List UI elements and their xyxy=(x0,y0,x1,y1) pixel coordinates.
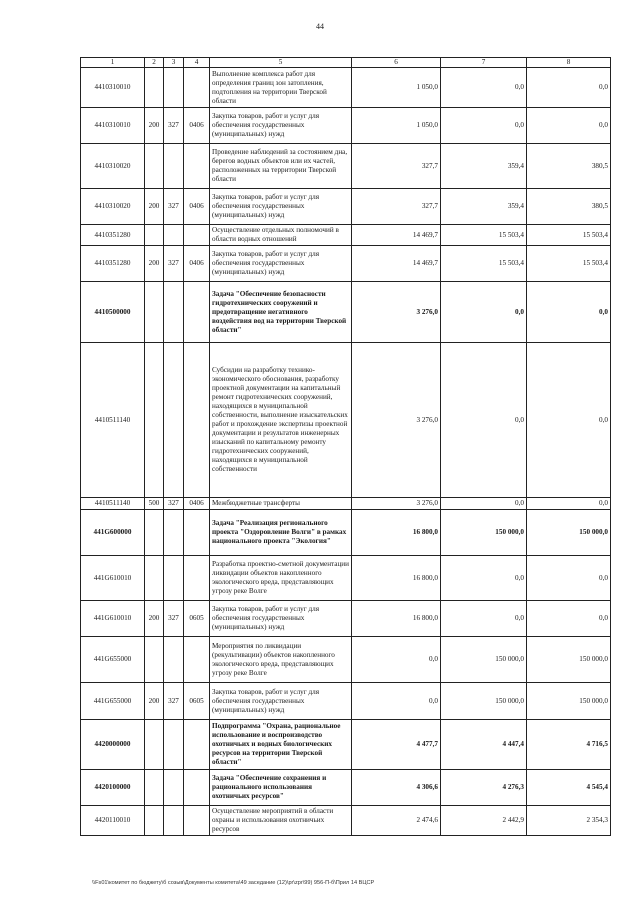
amount-col8: 0,0 xyxy=(527,601,611,637)
amount-col7: 150 000,0 xyxy=(441,510,527,556)
column-header: 1 xyxy=(81,58,145,68)
section-code xyxy=(184,806,210,836)
budget-code: 4410310020 xyxy=(81,189,145,225)
section-code: 0605 xyxy=(184,601,210,637)
department-code: 327 xyxy=(164,246,184,282)
amount-col8: 380,5 xyxy=(527,189,611,225)
amount-col6: 14 469,7 xyxy=(352,225,441,246)
budget-code: 4410511140 xyxy=(81,343,145,498)
table-row xyxy=(81,510,611,556)
section-code: 0406 xyxy=(184,246,210,282)
amount-col8: 2 354,3 xyxy=(527,806,611,836)
column-header: 3 xyxy=(164,58,184,68)
table-row xyxy=(81,68,611,108)
table-row xyxy=(81,144,611,189)
item-name: Межбюджетные трансферты xyxy=(210,498,352,510)
item-name: Выполнение комплекса работ для определения границ зон затопления, подтопления на территории Тверской области xyxy=(210,68,352,108)
expense-type-code xyxy=(145,68,164,108)
item-name: Задача "Реализация регионального проекта "Оздоровление Волги" в рамках национального проекта "Экология" xyxy=(210,510,352,556)
department-code: 327 xyxy=(164,189,184,225)
amount-col7: 150 000,0 xyxy=(441,683,527,720)
amount-col8: 0,0 xyxy=(527,68,611,108)
budget-code: 4420110010 xyxy=(81,806,145,836)
amount-col7: 4 276,3 xyxy=(441,770,527,806)
amount-col8: 0,0 xyxy=(527,498,611,510)
item-name: Закупка товаров, работ и услуг для обеспечения государственных (муниципальных) нужд xyxy=(210,246,352,282)
budget-code: 4410511140 xyxy=(81,498,145,510)
budget-code: 441G610010 xyxy=(81,556,145,601)
item-name: Мероприятия по ликвидации (рекультивации) объектов накопленного экологического вреда, представляющих угрозу реке Волге xyxy=(210,637,352,683)
department-code: 327 xyxy=(164,498,184,510)
item-name: Задача "Обеспечение сохранения и рационального использования охотничьих ресурсов" xyxy=(210,770,352,806)
table-row xyxy=(81,108,611,144)
amount-col8: 4 716,5 xyxy=(527,720,611,770)
amount-col6: 3 276,0 xyxy=(352,498,441,510)
item-name: Задача "Обеспечение безопасности гидротехнических сооружений и предотвращение негативного воздействия вод на территории Тверской области" xyxy=(210,282,352,343)
amount-col6: 327,7 xyxy=(352,144,441,189)
section-code xyxy=(184,510,210,556)
table-row xyxy=(81,246,611,282)
amount-col7: 150 000,0 xyxy=(441,637,527,683)
table-row xyxy=(81,498,611,510)
table-row xyxy=(81,189,611,225)
budget-code: 4410310010 xyxy=(81,68,145,108)
section-code xyxy=(184,282,210,343)
expense-type-code: 500 xyxy=(145,498,164,510)
column-header: 8 xyxy=(527,58,611,68)
amount-col8: 0,0 xyxy=(527,282,611,343)
department-code xyxy=(164,510,184,556)
amount-col6: 4 477,7 xyxy=(352,720,441,770)
item-name: Закупка товаров, работ и услуг для обеспечения государственных (муниципальных) нужд xyxy=(210,108,352,144)
item-name: Подпрограмма "Охрана, рациональное использование и воспроизводство охотничьих и водных биологических ресурсов на территории Тверской области" xyxy=(210,720,352,770)
budget-code: 4410351280 xyxy=(81,225,145,246)
amount-col6: 16 800,0 xyxy=(352,556,441,601)
table-row xyxy=(81,343,611,498)
amount-col7: 0,0 xyxy=(441,68,527,108)
amount-col7: 359,4 xyxy=(441,144,527,189)
amount-col6: 2 474,6 xyxy=(352,806,441,836)
amount-col7: 4 447,4 xyxy=(441,720,527,770)
amount-col6: 1 050,0 xyxy=(352,108,441,144)
table-row xyxy=(81,720,611,770)
expense-type-code xyxy=(145,225,164,246)
item-name: Проведение наблюдений за состоянием дна, берегов водных объектов или их частей, расположенных на территории Тверской области xyxy=(210,144,352,189)
department-code xyxy=(164,637,184,683)
amount-col8: 150 000,0 xyxy=(527,510,611,556)
section-code: 0605 xyxy=(184,683,210,720)
amount-col8: 150 000,0 xyxy=(527,637,611,683)
amount-col7: 0,0 xyxy=(441,498,527,510)
column-header: 5 xyxy=(210,58,352,68)
amount-col8: 0,0 xyxy=(527,556,611,601)
department-code xyxy=(164,806,184,836)
item-name: Закупка товаров, работ и услуг для обеспечения государственных (муниципальных) нужд xyxy=(210,683,352,720)
budget-code: 441G600000 xyxy=(81,510,145,556)
expense-type-code: 200 xyxy=(145,189,164,225)
section-code xyxy=(184,770,210,806)
amount-col7: 0,0 xyxy=(441,282,527,343)
item-name: Закупка товаров, работ и услуг для обеспечения государственных (муниципальных) нужд xyxy=(210,189,352,225)
column-header: 2 xyxy=(145,58,164,68)
expense-type-code xyxy=(145,637,164,683)
expense-type-code xyxy=(145,806,164,836)
expense-type-code xyxy=(145,282,164,343)
amount-col7: 0,0 xyxy=(441,343,527,498)
section-code: 0406 xyxy=(184,189,210,225)
budget-code: 4420100000 xyxy=(81,770,145,806)
expense-type-code: 200 xyxy=(145,246,164,282)
table-row xyxy=(81,806,611,836)
department-code xyxy=(164,343,184,498)
department-code xyxy=(164,720,184,770)
amount-col8: 15 503,4 xyxy=(527,246,611,282)
amount-col6: 327,7 xyxy=(352,189,441,225)
amount-col6: 3 276,0 xyxy=(352,343,441,498)
budget-code: 441G610010 xyxy=(81,601,145,637)
department-code: 327 xyxy=(164,601,184,637)
department-code xyxy=(164,770,184,806)
department-code xyxy=(164,282,184,343)
table-row xyxy=(81,637,611,683)
page-number: 44 xyxy=(316,22,324,31)
section-code: 0406 xyxy=(184,498,210,510)
table-row xyxy=(81,770,611,806)
amount-col8: 150 000,0 xyxy=(527,683,611,720)
section-code xyxy=(184,144,210,189)
section-code xyxy=(184,343,210,498)
table-row xyxy=(81,601,611,637)
expense-type-code: 200 xyxy=(145,683,164,720)
table-row xyxy=(81,282,611,343)
table-body xyxy=(81,68,611,836)
amount-col7: 0,0 xyxy=(441,556,527,601)
department-code xyxy=(164,68,184,108)
budget-code: 4410310010 xyxy=(81,108,145,144)
section-code xyxy=(184,225,210,246)
table-row xyxy=(81,225,611,246)
expense-type-code: 200 xyxy=(145,108,164,144)
amount-col7: 0,0 xyxy=(441,601,527,637)
department-code xyxy=(164,556,184,601)
column-header: 6 xyxy=(352,58,441,68)
item-name: Разработка проектно-сметной документации ликвидации объектов накопленного экологического вреда, представляющих угрозу реке Волге xyxy=(210,556,352,601)
expense-type-code xyxy=(145,343,164,498)
item-name: Осуществление мероприятий в области охраны и использования охотничьих ресурсов xyxy=(210,806,352,836)
expense-type-code: 200 xyxy=(145,601,164,637)
file-path-footer: \\Fs01\комитет по бюджету\б созыв\Документы комитета\49 заседание (12)\pr\zpr\99) 956-П-б\Прил 14 ВЦСР xyxy=(92,880,375,886)
amount-col6: 16 800,0 xyxy=(352,601,441,637)
column-header: 7 xyxy=(441,58,527,68)
budget-code: 441G655000 xyxy=(81,683,145,720)
budget-code: 4410310020 xyxy=(81,144,145,189)
amount-col7: 359,4 xyxy=(441,189,527,225)
amount-col7: 0,0 xyxy=(441,108,527,144)
budget-code: 441G655000 xyxy=(81,637,145,683)
amount-col7: 15 503,4 xyxy=(441,225,527,246)
section-code xyxy=(184,637,210,683)
expense-type-code xyxy=(145,556,164,601)
expense-type-code xyxy=(145,720,164,770)
amount-col7: 2 442,9 xyxy=(441,806,527,836)
amount-col6: 3 276,0 xyxy=(352,282,441,343)
budget-table xyxy=(80,57,611,836)
department-code: 327 xyxy=(164,683,184,720)
budget-code: 4410500000 xyxy=(81,282,145,343)
amount-col8: 0,0 xyxy=(527,343,611,498)
department-code: 327 xyxy=(164,108,184,144)
amount-col7: 15 503,4 xyxy=(441,246,527,282)
item-name: Закупка товаров, работ и услуг для обеспечения государственных (муниципальных) нужд xyxy=(210,601,352,637)
amount-col6: 14 469,7 xyxy=(352,246,441,282)
budget-code: 4410351280 xyxy=(81,246,145,282)
amount-col6: 0,0 xyxy=(352,683,441,720)
section-code xyxy=(184,556,210,601)
amount-col8: 0,0 xyxy=(527,108,611,144)
amount-col6: 16 800,0 xyxy=(352,510,441,556)
amount-col8: 4 545,4 xyxy=(527,770,611,806)
section-code xyxy=(184,68,210,108)
amount-col8: 15 503,4 xyxy=(527,225,611,246)
column-header: 4 xyxy=(184,58,210,68)
table-row xyxy=(81,556,611,601)
expense-type-code xyxy=(145,770,164,806)
amount-col6: 1 050,0 xyxy=(352,68,441,108)
amount-col6: 0,0 xyxy=(352,637,441,683)
amount-col8: 380,5 xyxy=(527,144,611,189)
budget-code: 4420000000 xyxy=(81,720,145,770)
department-code xyxy=(164,144,184,189)
department-code xyxy=(164,225,184,246)
expense-type-code xyxy=(145,510,164,556)
section-code: 0406 xyxy=(184,108,210,144)
expense-type-code xyxy=(145,144,164,189)
section-code xyxy=(184,720,210,770)
item-name: Субсидии на разработку технико-экономического обоснования, разработку проектной документации на капитальный ремонт гидротехнических сооружений, находящихся в муниципальной собственности, выполнение изыскательских работ и прохождение экспертизы проектной документации и результатов инженерных изысканий по капитальному ремонту гидротехнических сооружений, находящихся в муниципальной собственности xyxy=(210,343,352,498)
table-row xyxy=(81,683,611,720)
amount-col6: 4 306,6 xyxy=(352,770,441,806)
header-row xyxy=(81,58,611,68)
item-name: Осуществление отдельных полномочий в области водных отношений xyxy=(210,225,352,246)
